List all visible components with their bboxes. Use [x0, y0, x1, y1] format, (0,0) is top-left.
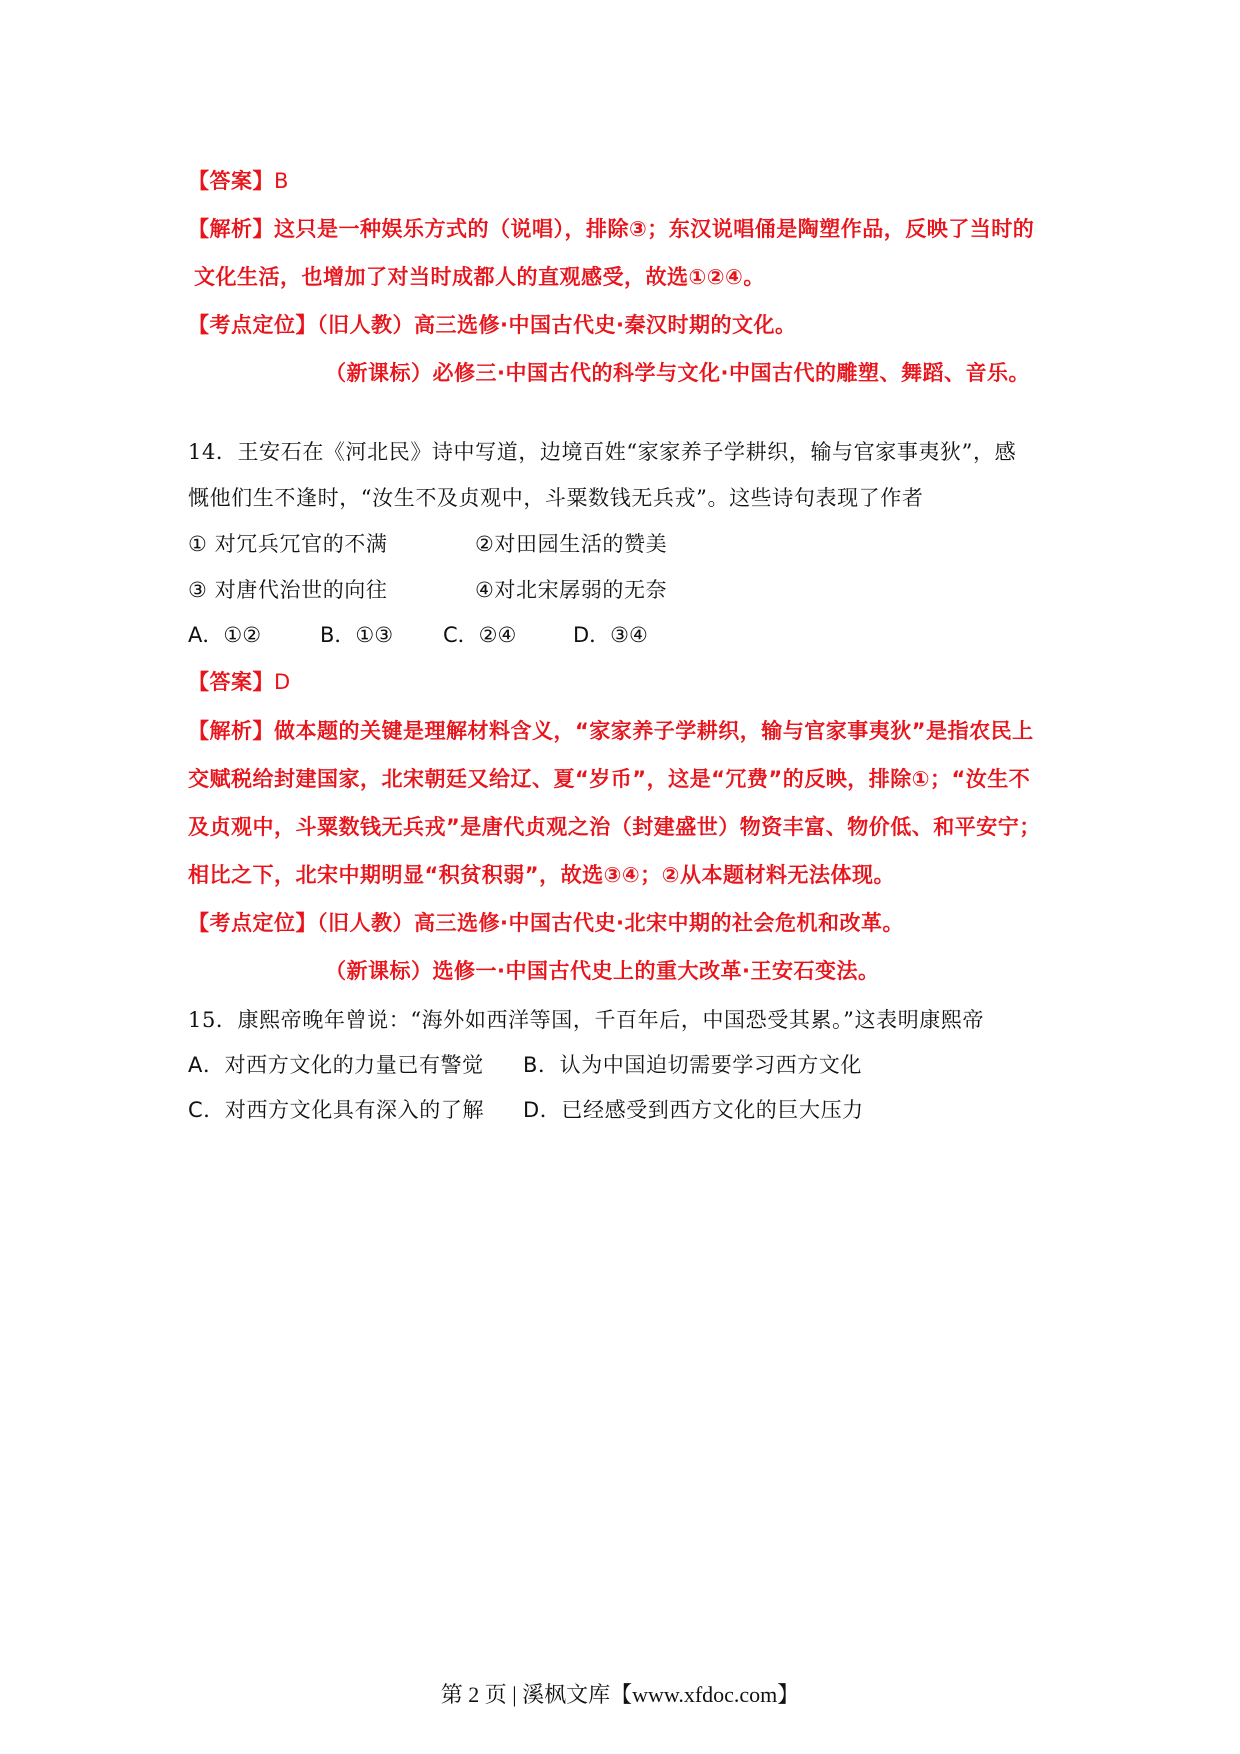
q15-option-c: C．对西方文化具有深入的了解	[188, 1098, 485, 1122]
footer-text: 第 2 页 | 溪枫文库【www.xfdoc.com】	[440, 1682, 800, 1707]
q14-option-d: D．③④	[573, 623, 648, 647]
q14-point-line-2: （新课标）选修一·中国古代史上的重大改革·王安石变法。	[325, 959, 880, 983]
q15-option-d: D．已经感受到西方文化的巨大压力	[523, 1098, 864, 1122]
q14-option-b: B．①③	[320, 623, 394, 647]
q13-analysis-line-2: 文化生活，也增加了对当时成都人的直观感受，故选①②④。	[194, 265, 765, 289]
point-text: （旧人教）高三选修·中国古代史·北宋中期的社会危机和改革。	[317, 911, 904, 935]
q14-item-1: ① 对冗兵冗官的不满	[188, 532, 388, 556]
q14-option-a: A．①②	[188, 623, 262, 647]
q13-point-line-2: （新课标）必修三·中国古代的科学与文化·中国古代的雕塑、舞蹈、音乐。	[325, 361, 1030, 385]
answer-label: 【答案】	[188, 169, 274, 193]
q14-analysis-line-2: 交赋税给封建国家，北宋朝廷又给辽、夏“岁币”，这是“冗费”的反映，排除①；“汝生不	[188, 767, 1031, 791]
q15-option-a: A．对西方文化的力量已有警觉	[188, 1053, 484, 1077]
point-label: 【考点定位】	[188, 313, 317, 337]
q14-item-4: ④对北宋孱弱的无奈	[475, 578, 668, 602]
page-footer	[0, 1678, 1240, 1709]
q14-item-2: ②对田园生活的赞美	[475, 532, 668, 556]
q14-analysis-line-4: 相比之下，北宋中期明显“积贫积弱”，故选③④；②从本题材料无法体现。	[188, 863, 895, 887]
analysis-label: 【解析】	[188, 719, 274, 743]
q14-option-c: C．②④	[443, 623, 517, 647]
point-label: 【考点定位】	[188, 911, 317, 935]
q14-item-3: ③ 对唐代治世的向往	[188, 578, 388, 602]
analysis-label: 【解析】	[188, 217, 274, 241]
q13-analysis-line-1	[188, 214, 1034, 244]
q14-answer	[188, 667, 291, 697]
q14-point-line-1	[188, 908, 904, 938]
q14-stem-line-2: 慨他们生不逢时，“汝生不及贞观中，斗粟数钱无兵戎”。这些诗句表现了作者	[188, 486, 924, 510]
q14-analysis-line-1	[188, 716, 1034, 746]
point-text: （旧人教）高三选修·中国古代史·秦汉时期的文化。	[317, 313, 797, 337]
q14-analysis-line-3: 及贞观中，斗粟数钱无兵戎”是唐代贞观之治（封建盛世）物资丰富、物价低、和平安宁；	[188, 815, 1041, 839]
q15-stem: 15．康熙帝晚年曾说：“海外如西洋等国，千百年后，中国恐受其累。”这表明康熙帝	[188, 1008, 985, 1032]
q14-stem-line-1: 14．王安石在《河北民》诗中写道，边境百姓“家家养子学耕织，输与官家事夷狄”，感	[188, 440, 1017, 464]
answer-value: B	[274, 169, 289, 193]
q15-option-b: B．认为中国迫切需要学习西方文化	[523, 1053, 863, 1077]
q13-point-line-1	[188, 310, 796, 340]
analysis-text: 这只是一种娱乐方式的（说唱），排除③；东汉说唱俑是陶塑作品，反映了当时的	[274, 217, 1035, 241]
answer-value: D	[274, 670, 291, 694]
answer-label: 【答案】	[188, 670, 274, 694]
analysis-text: 做本题的关键是理解材料含义，“家家养子学耕织，输与官家事夷狄”是指农民上	[274, 719, 1034, 743]
q13-answer	[188, 166, 289, 196]
